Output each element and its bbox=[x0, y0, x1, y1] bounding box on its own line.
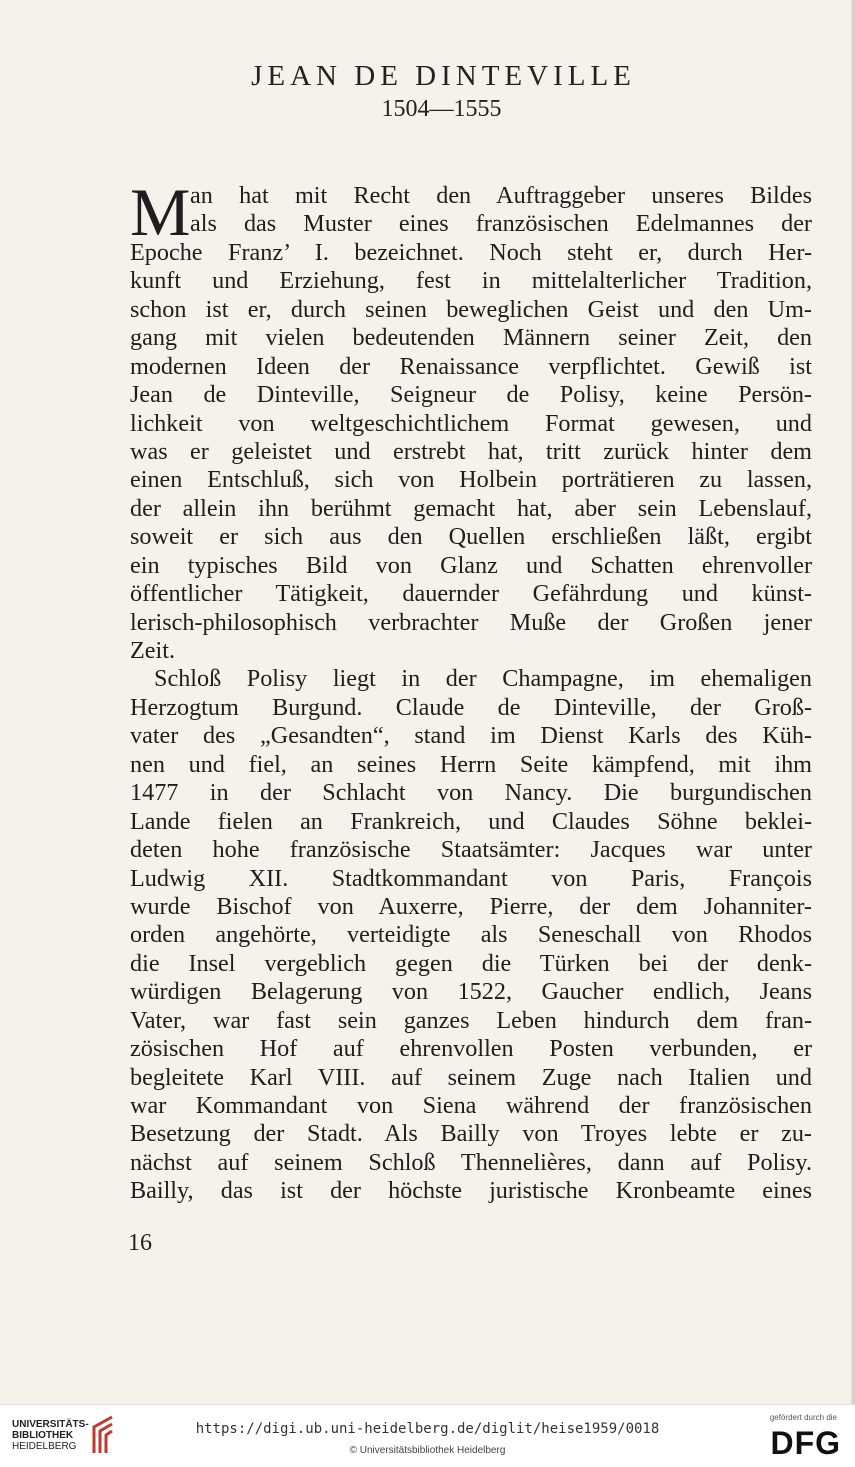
text-line: Lande fielen an Frankreich, und Claudes Söhne beklei- bbox=[130, 807, 812, 835]
text-line: wurde Bischof von Auxerre, Pierre, der dem Johanniter- bbox=[130, 892, 812, 920]
text-line: 1477 in der Schlacht von Nancy. Die burgundischen bbox=[130, 779, 812, 807]
text-line: würdigen Belagerung von 1522, Gaucher endlich, Jeans bbox=[130, 978, 812, 1006]
text-line: modernen Ideen der Renaissance verpflichtet. Gewiß ist bbox=[130, 352, 812, 380]
library-name-line: HEIDELBERG bbox=[12, 1441, 77, 1452]
text-line: was er geleistet und erstrebt hat, tritt zurück hinter dem bbox=[130, 437, 812, 465]
text-line: Jean de Dinteville, Seigneur de Polisy, keine Persön- bbox=[130, 381, 812, 409]
dfg-logo: DFG bbox=[770, 1425, 841, 1461]
page-edge bbox=[851, 0, 855, 1404]
text-line: schon ist er, durch seinen beweglichen Geist und den Um- bbox=[130, 295, 812, 323]
text-line: soweit er sich aus den Quellen erschließen läßt, ergibt bbox=[130, 523, 812, 551]
library-name-line: BIBLIOTHEK bbox=[12, 1430, 74, 1441]
text-line: als das Muster eines französischen Edelmannes der bbox=[190, 210, 812, 238]
text-line: zösischen Hof auf ehrenvollen Posten verbunden, er bbox=[130, 1035, 812, 1063]
text-line: öffentlicher Tätigkeit, dauernder Gefährdung und künst- bbox=[130, 580, 812, 608]
text-line: deten hohe französische Staatsämter: Jacques war unter bbox=[130, 836, 812, 864]
text-line: begleitete Karl VIII. auf seinem Zuge nach Italien und bbox=[130, 1063, 812, 1091]
text-line: Epoche Franz’ I. bezeichnet. Noch steht er, durch Her- bbox=[130, 238, 812, 266]
text-line: Vater, war fast sein ganzes Leben hindurch dem fran- bbox=[130, 1006, 812, 1034]
drop-cap: M bbox=[130, 174, 191, 250]
permalink-url[interactable]: https://digi.ub.uni-heidelberg.de/diglit/heise1959/0018 bbox=[195, 1421, 660, 1437]
page-title: JEAN DE DINTEVILLE bbox=[251, 60, 636, 92]
text-line: vater des „Gesandten“, stand im Dienst Karls des Küh- bbox=[130, 722, 812, 750]
text-line: der allein ihn berühmt gemacht hat, aber sein Lebenslauf, bbox=[130, 494, 812, 522]
text-line: lerisch-philosophisch verbrachter Muße der Großen jener bbox=[130, 608, 812, 636]
body-text bbox=[130, 174, 812, 1206]
text-line: war Kommandant von Siena während der französischen bbox=[130, 1092, 812, 1119]
text-line: Zeit. bbox=[130, 637, 175, 664]
text-line: nen und fiel, an seines Herrn Seite kämpfend, mit ihm bbox=[130, 750, 812, 778]
text-line: Herzogtum Burgund. Claude de Dinteville, der Groß- bbox=[130, 693, 812, 721]
text-line: ein typisches Bild von Glanz und Schatten ehrenvoller bbox=[130, 551, 812, 579]
text-line: nächst auf seinem Schloß Thennelières, dann auf Polisy. bbox=[130, 1148, 812, 1176]
copyright-notice: © Universitätsbibliothek Heidelberg bbox=[349, 1445, 506, 1456]
text-line: Besetzung der Stadt. Als Bailly von Troyes lebte er zu- bbox=[130, 1120, 812, 1148]
text-line: Bailly, das ist der höchste juristische Kronbeamte eines bbox=[130, 1177, 812, 1205]
text-line: Schloß Polisy liegt in der Champagne, im ehemaligen bbox=[154, 665, 812, 693]
text-line: Ludwig XII. Stadtkommandant von Paris, François bbox=[130, 864, 812, 892]
text-line: lichkeit von weltgeschichtlichem Format gewesen, und bbox=[130, 409, 812, 437]
text-line: orden angehörte, verteidigte als Seneschall von Rhodos bbox=[130, 921, 812, 949]
viewer-footer bbox=[0, 1404, 855, 1467]
library-name-line: UNIVERSITÄTS- bbox=[12, 1419, 89, 1430]
page-number: 16 bbox=[128, 1230, 152, 1256]
text-line: an hat mit Recht den Auftraggeber unseres Bildes bbox=[190, 182, 812, 209]
text-line: die Insel vergeblich gegen die Türken bei der denk- bbox=[130, 949, 812, 977]
funding-note: gefördert durch die bbox=[769, 1413, 837, 1422]
page-subtitle-years: 1504—1555 bbox=[381, 96, 502, 122]
text-line: gang mit vielen bedeutenden Männern seiner Zeit, den bbox=[130, 324, 812, 352]
text-line: einen Entschluß, sich von Holbein porträtieren zu lassen, bbox=[130, 466, 812, 494]
text-line: kunft und Erziehung, fest in mittelalterlicher Tradition, bbox=[130, 267, 812, 295]
